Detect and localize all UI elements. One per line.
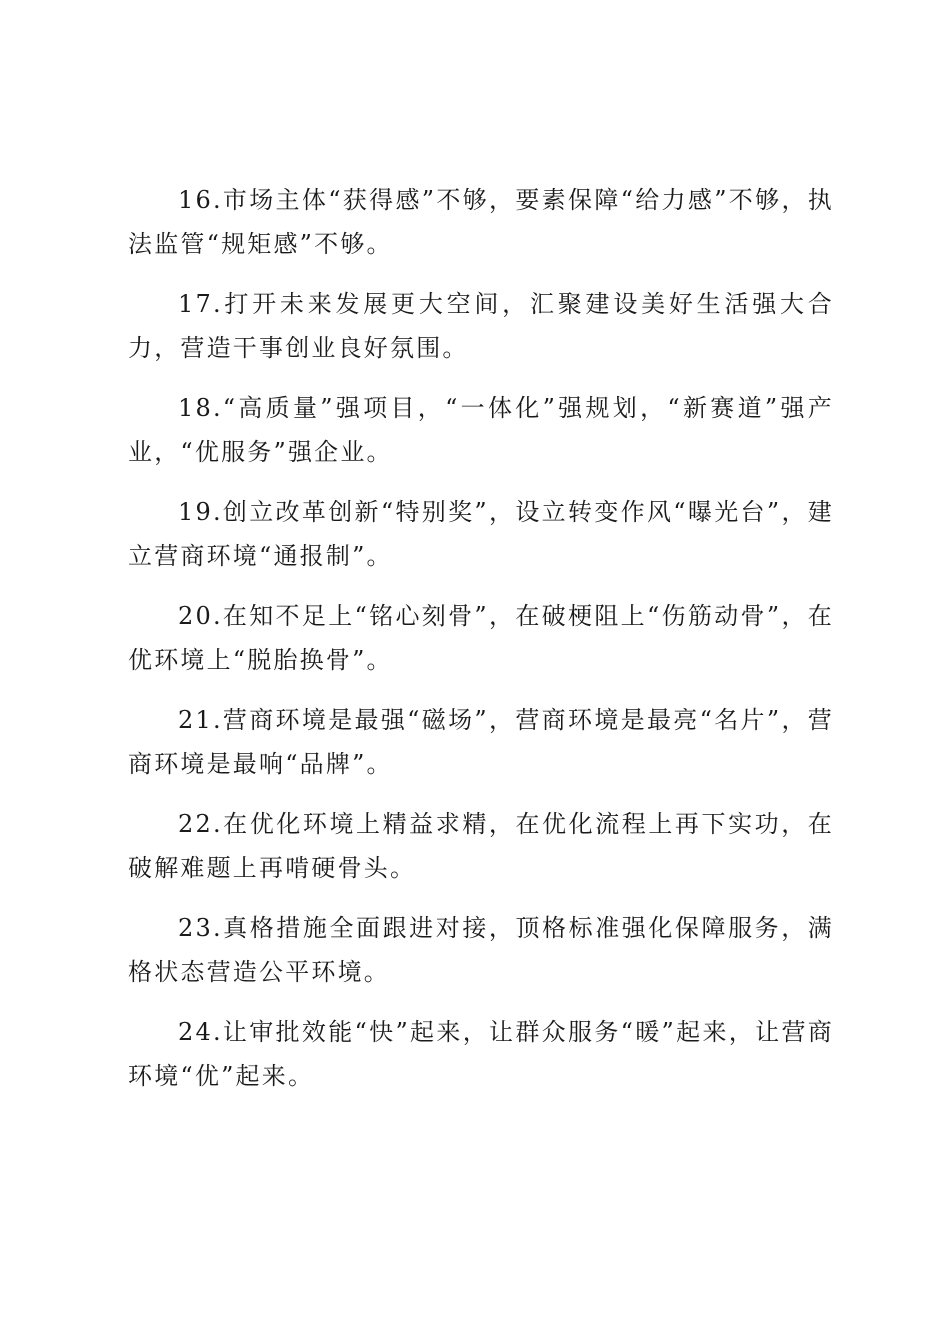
paragraph-16: 16.市场主体“获得感”不够，要素保障“给力感”不够，执法监管“规矩感”不够。: [128, 186, 834, 258]
paragraph-20: 20.在知不足上“铭心刻骨”，在破梗阻上“伤筋动骨”，在优环境上“脱胎换骨”。: [128, 602, 834, 674]
paragraph-18: 18.“高质量”强项目，“一体化”强规划，“新赛道”强产业，“优服务”强企业。: [128, 394, 834, 466]
paragraph-19: 19.创立改革创新“特别奖”，设立转变作风“曝光台”，建立营商环境“通报制”。: [128, 498, 834, 570]
paragraph-23: 23.真格措施全面跟进对接，顶格标准强化保障服务，满格状态营造公平环境。: [128, 914, 834, 986]
paragraph-17: 17.打开未来发展更大空间，汇聚建设美好生活强大合力，营造干事创业良好氛围。: [128, 290, 834, 362]
paragraph-22: 22.在优化环境上精益求精，在优化流程上再下实功，在破解难题上再啃硬骨头。: [128, 810, 834, 882]
document-body: [128, 178, 834, 1114]
paragraph-24: 24.让审批效能“快”起来，让群众服务“暖”起来，让营商环境“优”起来。: [128, 1018, 834, 1090]
paragraph-21: 21.营商环境是最强“磁场”，营商环境是最亮“名片”，营商环境是最响“品牌”。: [128, 706, 834, 778]
